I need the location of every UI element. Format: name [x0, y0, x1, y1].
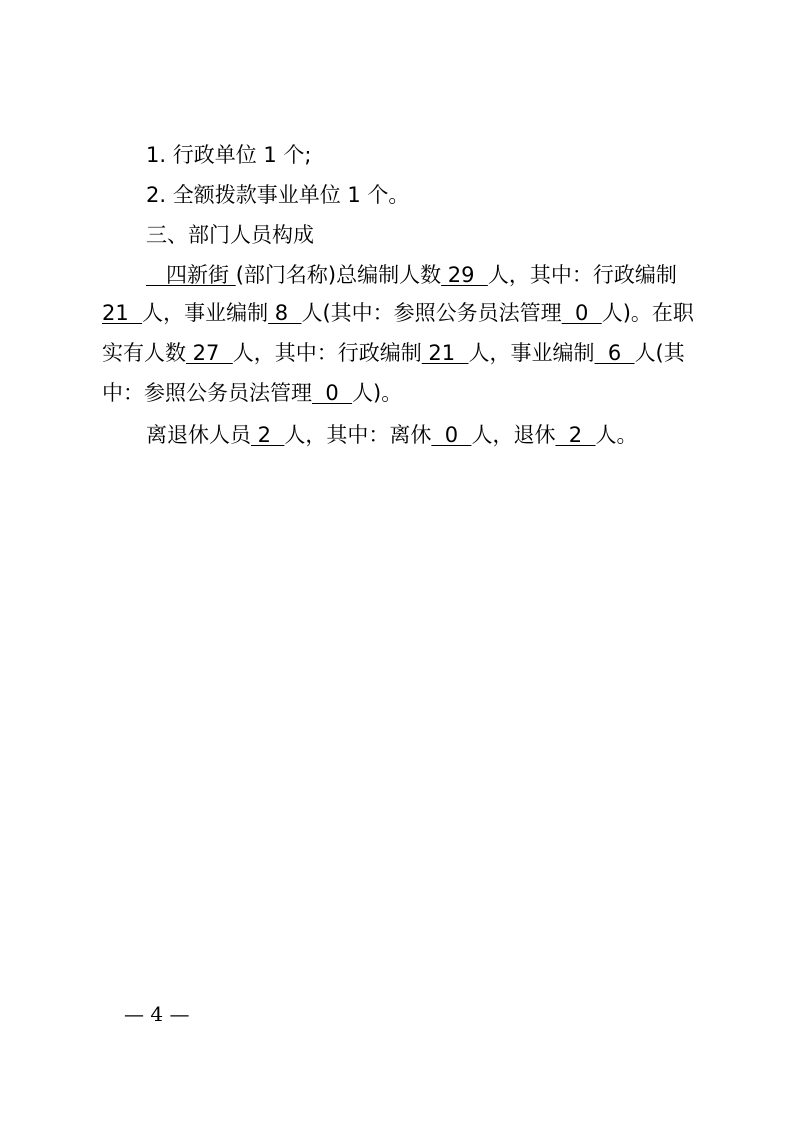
- public-ref-field: 0: [561, 301, 602, 325]
- paragraph-staffing-line-2: [102, 298, 694, 328]
- public-staff-field: 8: [268, 301, 302, 325]
- actual-staff-field: 27: [186, 341, 233, 365]
- tuixiu-field: 2: [555, 423, 596, 447]
- text-segment: 人，其中：离休: [284, 423, 432, 447]
- text-segment: 人，事业编制: [142, 301, 269, 325]
- total-staff-field: 29: [441, 263, 488, 287]
- text-segment: 人，退休: [471, 423, 556, 447]
- text-segment: 人)。: [352, 381, 403, 405]
- text-segment: 实有人数: [102, 341, 186, 365]
- page-number: — 4 —: [124, 1002, 190, 1026]
- text-segment: 人，其中：行政编制: [487, 263, 677, 287]
- text-segment: 人，事业编制: [468, 341, 595, 365]
- text-segment: 中：参照公务员法管理: [102, 381, 312, 405]
- list-item-admin-units: 1. 行政单位 1 个;: [146, 143, 312, 167]
- paragraph-staffing-line-3: [102, 338, 694, 368]
- retired-total-field: 2: [251, 423, 285, 447]
- text-segment: (部门名称)总编制人数: [235, 263, 442, 287]
- lixiu-field: 0: [431, 423, 472, 447]
- paragraph-retirees: [146, 420, 694, 450]
- text-segment: 人(其中：参照公务员法管理: [301, 301, 562, 325]
- actual-public-field: 6: [594, 341, 635, 365]
- dept-name-field: 四新街: [146, 263, 236, 287]
- text-segment: 人。: [595, 423, 638, 447]
- admin-staff-field: 21: [102, 301, 143, 325]
- text-segment: 离退休人员: [146, 423, 251, 447]
- text-segment: 人，其中：行政编制: [232, 341, 422, 365]
- paragraph-staffing-line-4: [102, 378, 694, 408]
- actual-admin-field: 21: [421, 341, 469, 365]
- text-segment: 人)。在职: [601, 301, 694, 325]
- section-heading: 三、部门人员构成: [146, 223, 314, 247]
- paragraph-staffing-line-1: [146, 260, 694, 290]
- actual-ref-field: 0: [312, 381, 353, 405]
- list-item-funded-units: 2. 全额拨款事业单位 1 个。: [146, 183, 410, 207]
- text-segment: 人(其: [634, 341, 685, 365]
